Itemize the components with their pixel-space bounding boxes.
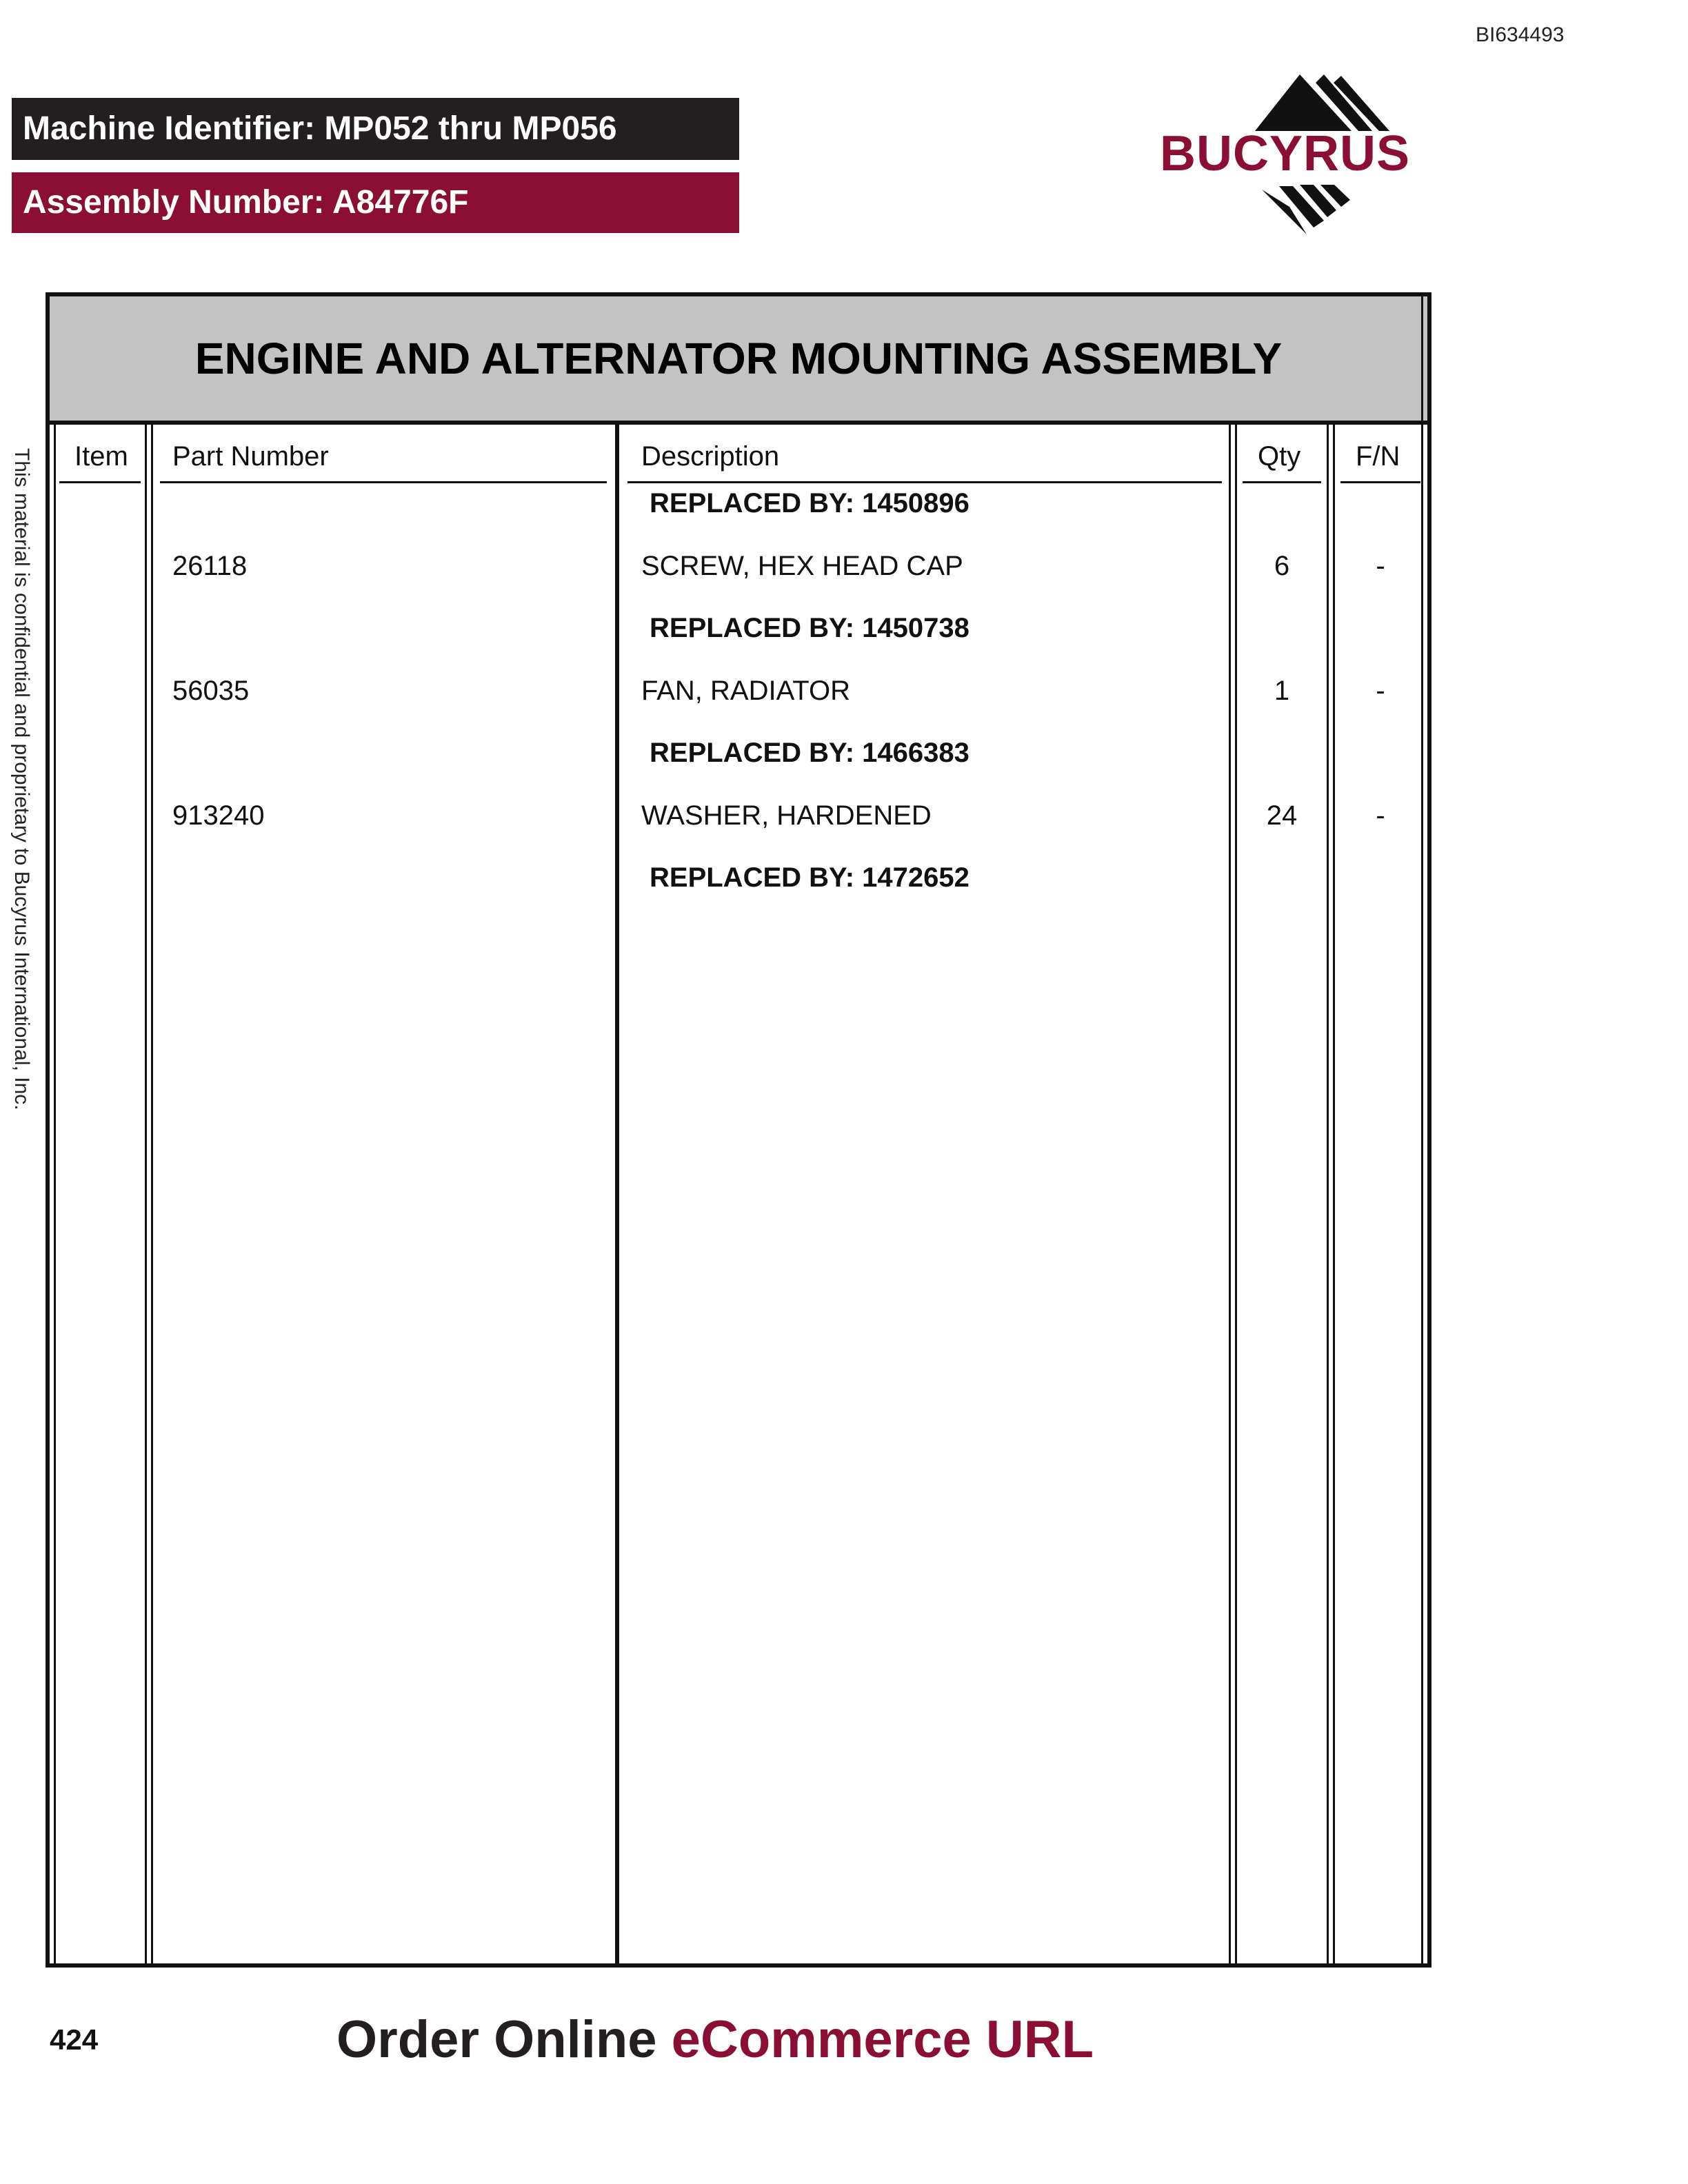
document-id: BI634493	[1476, 23, 1565, 46]
description-cell: WASHER, HARDENED	[641, 800, 932, 831]
header-underline	[59, 481, 141, 483]
machine-identifier-bar: Machine Identifier: MP052 thru MP056	[12, 98, 739, 160]
fn-cell: -	[1376, 551, 1385, 581]
qty-cell: 6	[1274, 551, 1290, 581]
part-number-cell: 913240	[172, 800, 265, 831]
column-header-description: Description	[641, 441, 780, 472]
qty-cell: 24	[1266, 800, 1298, 831]
assembly-number-bar: Assembly Number: A84776F	[12, 172, 739, 233]
parts-table	[46, 292, 1431, 1968]
header-underline	[160, 481, 607, 483]
header-underline	[627, 481, 1222, 483]
fn-cell: -	[1376, 800, 1385, 831]
replaced-by-note: REPLACED BY: 1466383	[650, 738, 969, 768]
column-header-item: Item	[74, 441, 128, 472]
column-divider	[1333, 425, 1335, 1963]
header-underline	[1243, 481, 1321, 483]
column-divider	[151, 425, 153, 1963]
part-number-cell: 56035	[172, 676, 250, 706]
column-divider	[1327, 425, 1329, 1963]
column-divider	[145, 425, 147, 1963]
confidential-notice: This material is confidential and proprietary to Bucyrus International, Inc.	[10, 448, 33, 1111]
description-cell: FAN, RADIATOR	[641, 676, 851, 706]
replaced-by-note: REPLACED BY: 1450896	[650, 488, 969, 518]
ecommerce-link[interactable]: eCommerce URL	[671, 2010, 1094, 2069]
qty-cell: 1	[1274, 676, 1290, 706]
order-online-banner[interactable]	[336, 2010, 1094, 2070]
column-header-fn: F/N	[1356, 441, 1400, 472]
header-underline	[1340, 481, 1420, 483]
description-cell: SCREW, HEX HEAD CAP	[641, 551, 963, 581]
table-title: ENGINE AND ALTERNATOR MOUNTING ASSEMBLY	[50, 296, 1427, 425]
column-divider	[1229, 425, 1231, 1963]
column-header-qty: Qty	[1258, 441, 1301, 472]
replaced-by-note: REPLACED BY: 1472652	[650, 862, 969, 893]
part-number-cell: 26118	[172, 551, 248, 581]
replaced-by-note: REPLACED BY: 1450738	[650, 613, 969, 643]
column-header-part-number: Part Number	[172, 441, 329, 472]
order-online-text: Order Online	[336, 2010, 657, 2069]
page-number: 424	[50, 2023, 99, 2056]
logo-wordmark: BUCYRUS	[1160, 126, 1411, 181]
column-divider	[1235, 425, 1237, 1963]
bucyrus-logo	[1152, 69, 1441, 241]
fn-cell: -	[1376, 676, 1385, 706]
column-divider	[615, 425, 619, 1963]
